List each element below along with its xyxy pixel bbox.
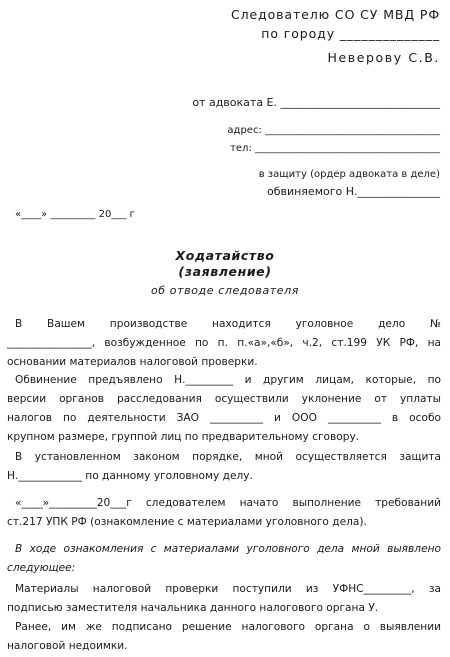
paragraph-4-line-2: ст.217 УПК РФ (ознакомление с материалами уголовного дела). (7, 516, 367, 528)
paragraph-1-line-1: В Вашем производстве находится уголовное дело № (15, 318, 441, 330)
defendant-line: обвиняемого Н._______________ (266, 185, 440, 198)
paragraph-7-line-1: Ранее, им же подписано решение налогового органа о выявлении (15, 621, 441, 633)
paragraph-1-line-3: основании материалов налоговой проверки. (7, 356, 258, 368)
addressee-line-2: по городу ______________ (261, 26, 440, 41)
defense-order-line: в защиту (ордер адвоката в деле) (258, 169, 440, 180)
paragraph-7-line-2: налоговой недоимки. (7, 640, 128, 652)
paragraph-4-line-1: «____»_________20___г следователем начато выполнение требований (15, 497, 441, 509)
paragraph-5-line-1: В ходе ознакомления с материалами уголовного дела мной выявлено (15, 543, 441, 555)
addressee-name: Неверову С.В. (327, 50, 440, 65)
paragraph-7 (7, 618, 441, 656)
paragraph-1 (7, 315, 441, 372)
document-subject: об отводе следователя (150, 284, 300, 297)
paragraph-2 (7, 371, 441, 447)
paragraph-2-line-3: налогов по деятельности ЗАО __________ и ООО __________ в особо (7, 412, 441, 424)
paragraph-3-line-2: Н.____________ по данному уголовному делу. (7, 470, 253, 482)
paragraph-5 (7, 540, 441, 578)
paragraph-4 (7, 494, 441, 532)
address-line: адрес: ___________________________________ (227, 125, 440, 136)
phone-line: тел: _____________________________________ (230, 143, 440, 154)
addressee-line-1: Следователю СО СУ МВД РФ (230, 7, 440, 22)
paragraph-2-line-1: Обвинение предъявлено Н._________ и другим лицам, которые, по (15, 374, 441, 386)
paragraph-2-line-4: крупном размере, группой лиц по предварительному сговору. (7, 431, 360, 443)
paragraph-6 (7, 580, 441, 618)
document-title-alt: (заявление) (178, 264, 272, 279)
paragraph-5-line-2: следующее: (7, 562, 76, 574)
document-title: Ходатайство (175, 248, 275, 263)
paragraph-6-line-2: подписью заместителя начальника данного налогового органа У. (7, 602, 379, 614)
paragraph-3-line-1: В установленном законом порядке, мной осуществляется защита (15, 451, 441, 463)
lawyer-line: от адвоката Е. _____________________________ (192, 96, 440, 109)
date-line: «____» _________ 20___ г (15, 209, 135, 220)
paragraph-6-line-1: Материалы налоговой проверки поступили из УФНС_________, за (15, 583, 441, 595)
paragraph-1-line-2: ________________, возбужденное по п. п.«а»,«б», ч.2, ст.199 УК РФ, на (7, 337, 441, 349)
paragraph-3 (7, 448, 441, 486)
paragraph-2-line-2: версии органов расследования осуществили уклонение от уплаты (7, 393, 441, 405)
